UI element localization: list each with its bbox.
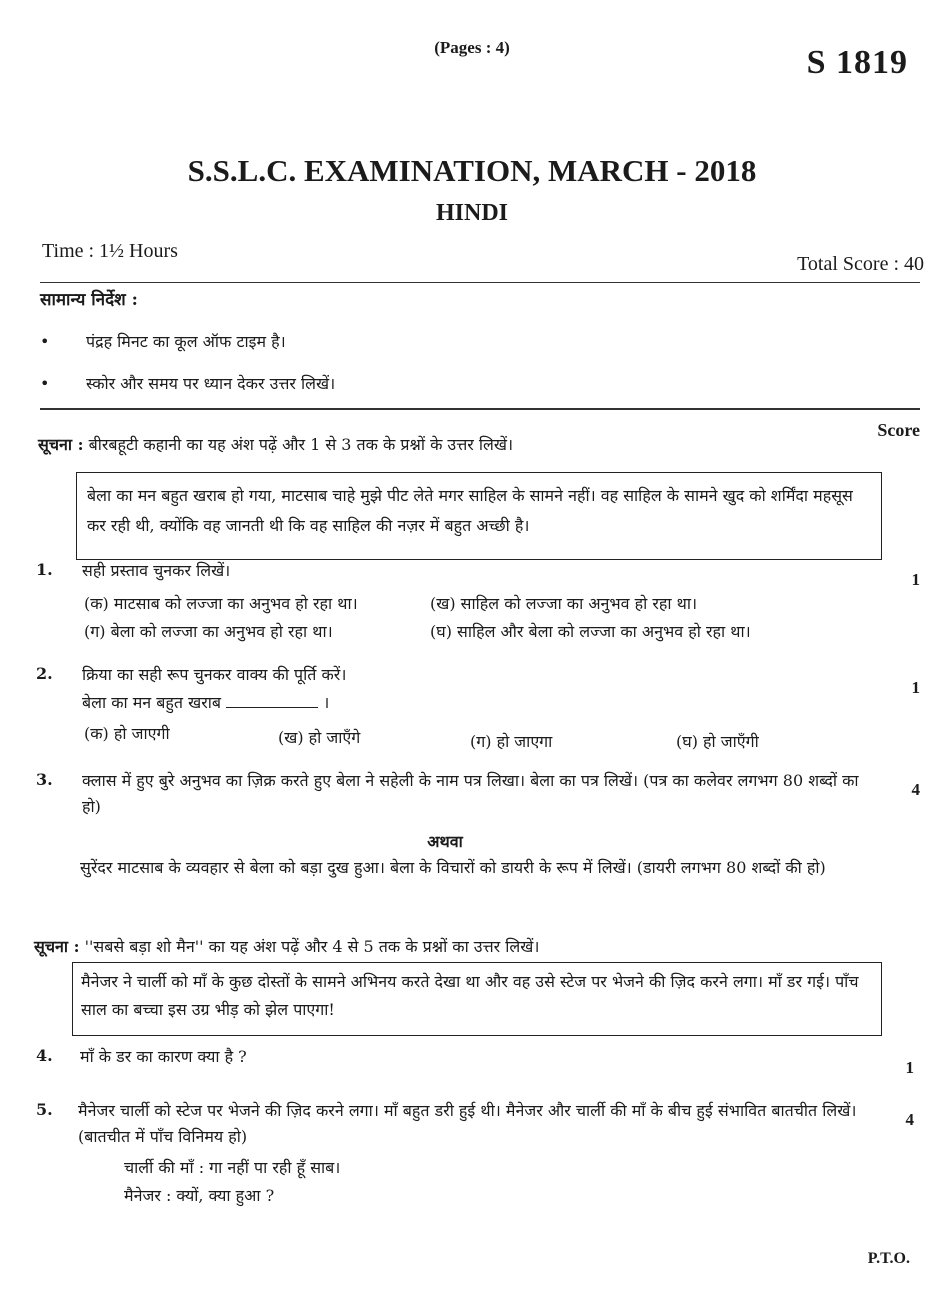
total-score-label: Total Score : 40 <box>797 253 924 275</box>
answer-blank <box>226 693 318 708</box>
or-separator: अथवा <box>427 832 463 851</box>
dialogue-line: मैनेजर : क्यों, क्या हुआ ? <box>124 1186 275 1205</box>
bullet-text: स्कोर और समय पर ध्यान देकर उत्तर लिखें। <box>86 374 336 393</box>
option-d: (घ) हो जाएँगी <box>676 732 759 751</box>
question-text: क्लास में हुए बुरे अनुभव का ज़िक्र करते हुए बेला ने सहेली के नाम पत्र लिखा। बेला का पत्र लिखें। (पत्र का कलेवर लगभग 80 शब्दों का हो) <box>82 771 859 816</box>
question-mark: 1 <box>911 678 920 697</box>
section-divider <box>40 408 920 410</box>
bullet-text: पंद्रह मिनट का कूल ऑफ टाइम है। <box>86 332 286 351</box>
question-number: 4. <box>36 1046 53 1065</box>
question-number: 1. <box>36 560 53 579</box>
question-text: क्रिया का सही रूप चुनकर वाक्य की पूर्ति करें। <box>82 665 347 684</box>
fill-blank-sentence <box>82 690 329 716</box>
instruction-text: ''सबसे बड़ा शो मैन'' का यह अंश पढ़ें और 4 से 5 तक के प्रश्नों का उत्तर लिखें। <box>84 937 540 956</box>
general-instructions-heading: सामान्य निर्देश : <box>40 290 138 310</box>
option-b: (ख) साहिल को लज्जा का अनुभव हो रहा था। <box>430 594 698 613</box>
option-c: (ग) हो जाएगा <box>470 732 553 751</box>
instruction-label: सूचना : <box>34 937 80 956</box>
question-number: 2. <box>36 664 53 683</box>
instruction-text: बीरबहूटी कहानी का यह अंश पढ़ें और 1 से 3 तक के प्रश्नों के उत्तर लिखें। <box>88 435 514 454</box>
question-mark: 4 <box>911 780 920 799</box>
subject-title: HINDI <box>435 200 508 226</box>
question-mark: 1 <box>911 570 920 589</box>
instruction-bullet: • पंद्रह मिनट का कूल ऑफ टाइम है। <box>40 332 286 351</box>
score-column-heading: Score <box>877 420 920 440</box>
question-mark: 1 <box>905 1058 914 1077</box>
option-c: (ग) बेला को लज्जा का अनुभव हो रहा था। <box>84 622 333 641</box>
exam-title: S.S.L.C. EXAMINATION, MARCH - 2018 <box>187 153 757 188</box>
option-d: (घ) साहिल और बेला को लज्जा का अनुभव हो रहा था। <box>430 622 751 641</box>
instruction-bullet: • स्कोर और समय पर ध्यान देकर उत्तर लिखें। <box>40 374 336 393</box>
question-mark: 4 <box>905 1110 914 1129</box>
time-label: Time : 1½ Hours <box>42 240 178 262</box>
question-text: मैनेजर चार्ली को स्टेज पर भेजने की ज़िद करने लगा। माँ बहुत डरी हुई थी। मैनेजर और चार्ली की माँ के बीच हुई संभावित बातचीत लिखें। (बातचीत में पाँच विनिमय हो) <box>78 1101 857 1146</box>
page-turn-over: P.T.O. <box>867 1250 910 1267</box>
passage-box: बेला का मन बहुत खराब हो गया, माटसाब चाहे मुझे पीट लेते मगर साहिल के सामने नहीं। वह साहिल के सामने खुद को शर्मिंदा महसूस कर रही थी, क्योंकि वह जानती थी कि वह साहिल की नज़र में बहुत अच्छी है। <box>76 472 882 560</box>
question-text: सही प्रस्ताव चुनकर लिखें। <box>82 561 231 580</box>
sentence-text: बेला का मन बहुत खराब <box>82 693 222 712</box>
option-a: (क) माटसाब को लज्जा का अनुभव हो रहा था। <box>84 594 358 613</box>
instruction-label: सूचना : <box>38 435 84 454</box>
paper-code: S 1819 <box>806 44 908 81</box>
question-number: 5. <box>36 1100 53 1119</box>
question-number: 3. <box>36 770 53 789</box>
alternate-question-text: सुरेंदर माटसाब के व्यवहार से बेला को बड़ा दुख हुआ। बेला के विचारों को डायरी के रूप में लिखें। (डायरी लगभग 80 शब्दों की हो) <box>80 858 826 877</box>
sentence-end: । <box>323 693 330 712</box>
option-b: (ख) हो जाएँगे <box>278 728 361 747</box>
pages-count: (Pages : 4) <box>434 38 510 57</box>
header-divider <box>40 282 920 283</box>
passage-box: मैनेजर ने चार्ली को माँ के कुछ दोस्तों के सामने अभिनय करते देखा था और वह उसे स्टेज पर भेजने की ज़िद करने लगा। माँ डर गई। पाँच साल का बच्चा इस उग्र भीड़ को झेल पाएगा! <box>72 962 882 1036</box>
option-a: (क) हो जाएगी <box>84 724 170 743</box>
section-instruction <box>34 935 539 957</box>
question-text: माँ के डर का कारण क्या है ? <box>80 1047 247 1066</box>
dialogue-line: चार्ली की माँ : गा नहीं पा रही हूँ साब। <box>124 1158 341 1177</box>
section-instruction <box>38 433 513 455</box>
